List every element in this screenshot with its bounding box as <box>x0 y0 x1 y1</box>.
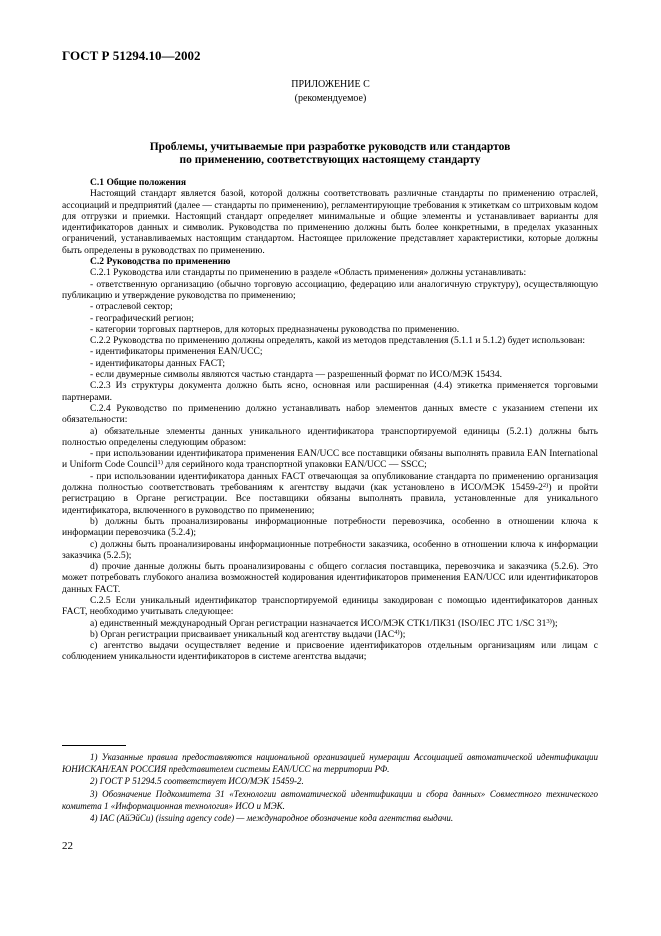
list-item: - идентификаторы применения EAN/UCC; <box>90 346 263 358</box>
list-item: - если двумерные символы являются частью стандарта — разрешенный формат по ИСО/МЭК 15434. <box>90 369 502 381</box>
text-span: ); <box>399 628 406 640</box>
paragraph-c24: С.2.4 Руководство по применению должно устанавливать набор элементов данных вместе с указанием степени их обязательности: <box>62 402 598 426</box>
footnote-2: 2) ГОСТ Р 51294.5 соответствует ИСО/МЭК 15459-2. <box>90 776 304 787</box>
paragraph-c25: С.2.5 Если уникальный идентификатор транспортируемой единицы закодирован с помощью идентификаторов данных FACT, необходимо учитывать следующее: <box>62 594 598 618</box>
text-span: для серийного кода транспортной упаковки EAN/UCC — SSCC; <box>162 459 427 471</box>
document-header: ГОСТ Р 51294.10—2002 <box>62 48 201 63</box>
paragraph-c25a <box>62 618 598 629</box>
text-span: b) Орган регистрации присваивает уникальный код агентству выдачи (IAC <box>90 628 395 640</box>
appendix-status: (рекомендуемое) <box>294 93 367 104</box>
paragraph-c21: С.2.1 Руководства или стандарты по применению в разделе «Область применения» должны устанавливать: <box>90 267 527 279</box>
title-line-2: по применению, соответствующих настоящему стандарту <box>179 154 481 166</box>
footnote-3: 3) Обозначение Подкомитета 31 «Технологии автоматической идентификации и сбора данных» Совместного технического комитета 1 «Информационная технология» ИСО и МЭК. <box>62 788 598 811</box>
text-span: - при использовании идентификатора применения EAN/UCC все поставщики обязаны выполнять правила EAN International и Uniform Code Council <box>62 448 598 471</box>
section-heading-c2: С.2 Руководства по применению <box>90 256 231 268</box>
paragraph-c24c: с) должны быть проанализированы информационные потребности заказчика, особенно в отношении ключа к информации заказчика (5.2.5); <box>62 538 598 561</box>
list-item: - географический регион; <box>90 312 194 324</box>
page-number: 22 <box>62 840 73 852</box>
paragraph-c25b <box>62 629 598 640</box>
paragraph-c24d: d) прочие данные должны быть проанализированы с общего согласия поставщика, перевозчика и заказчика (5.2.6). Это может потребовать глубокого анализа возможностей кодирования идентификаторов применения EAN/UCC или идентификаторов данных FACT. <box>62 561 598 595</box>
footnote-4: 4) IAC (АйЭйСи) (issuing agency code) — международное обозначение кода агентства выдачи. <box>90 813 454 824</box>
appendix-title <box>60 141 600 167</box>
footnote-ref-4[interactable]: 4) <box>394 628 400 636</box>
footnotes <box>62 751 598 824</box>
title-line-1: Проблемы, учитываемые при разработке руководств или стандартов <box>149 141 511 153</box>
footnote-ref-1[interactable]: 1) <box>157 459 163 467</box>
paragraph-c24a: а) обязательные элементы данных уникального идентификатора транспортируемой единицы (5.2.1) должны быть полностью определены следующим образом: <box>62 425 598 448</box>
list-item: - категории торговых партнеров, для которых предназначены руководства по применению. <box>90 323 460 335</box>
appendix-label: ПРИЛОЖЕНИЕ С <box>291 79 370 90</box>
section-heading-c1: С.1 Общие положения <box>90 177 187 188</box>
footnote-separator <box>62 745 126 746</box>
footnote-ref-3[interactable]: 3) <box>546 617 552 625</box>
paragraph-c22: С.2.2 Руководства по применению должны определять, какой из методов представления (5.1.1 и 5.1.2) будет использован: <box>90 335 586 347</box>
paragraph-c24b: b) должны быть проанализированы информационные потребности перевозчика, особенно в отношении ключа к информации перевозчика (5.2.4); <box>62 515 598 539</box>
footnote-ref-2[interactable]: 2) <box>542 482 549 490</box>
paragraph-c23: С.2.3 Из структуры документа должно быть ясно, основная или расширенная (4.4) этикетка применяется торговыми партнерами. <box>62 380 598 403</box>
text-span: ); <box>551 617 558 629</box>
text-span: а) единственный международный Орган регистрации назначается ИСО/МЭК СТК1/ПК31 (ISO/IEC JTC 1/SC 31 <box>90 617 547 629</box>
list-item: - идентификаторы данных FACT; <box>90 357 226 369</box>
text-span: ) и пройти регистрацию в Органе регистрации. Все поставщики обязаны выполнять правила, установленные для уникального идентификатора, включенного в руководство по применению; <box>62 482 599 516</box>
footnote-1: 1) Указанные правила предоставляются национальной организацией нумерации Ассоциацией автоматической идентификации ЮНИСКАН/EAN РОССИЯ представителем системы EAN/UCC на территории РФ. <box>62 752 598 775</box>
list-item: - ответственную организацию (обычно торговую ассоциацию, федерацию или аналогичную структуру), осуществляющую публикацию и утверждение руководства по применению; <box>62 278 598 301</box>
paragraph-c24a2 <box>62 471 598 516</box>
text-span: - при использовании идентификатора данных FACT отвечающая за опубликование стандарта по применению организация должна полностью соответствовать требованиям к агентству выдачи (как установлено в ИСО/МЭК 15459-2 <box>62 470 598 494</box>
paragraph-c1: Настоящий стандарт является базой, которой должны соответствовать различные стандарты по применению отраслей, ассоциаций и предприятий (далее — стандарты по применению), регламентирующие требования к этикеткам со штриховым кодом для отгрузки и приемки. Настоящий стандарт определяет минимальные и общие элементы и устанавливает варианты для идентификаторов данных и символик. Руководства по применению должны быть более конкретными, в пределах указанных ограничений, устанавливаемых настоящим стандартом. Настоящее приложение представляет характеристики, которые должны быть определены в руководствах по применению. <box>62 188 598 256</box>
body-text <box>62 177 598 663</box>
list-item: - отраслевой сектор; <box>90 301 173 313</box>
paragraph-c24a1 <box>62 448 598 471</box>
paragraph-c25c: с) агентство выдачи осуществляет ведение и присвоение идентификаторов отдельным организациям или лицам с соблюдением уникальности идентификаторов в системе агентства выдачи; <box>62 640 598 663</box>
